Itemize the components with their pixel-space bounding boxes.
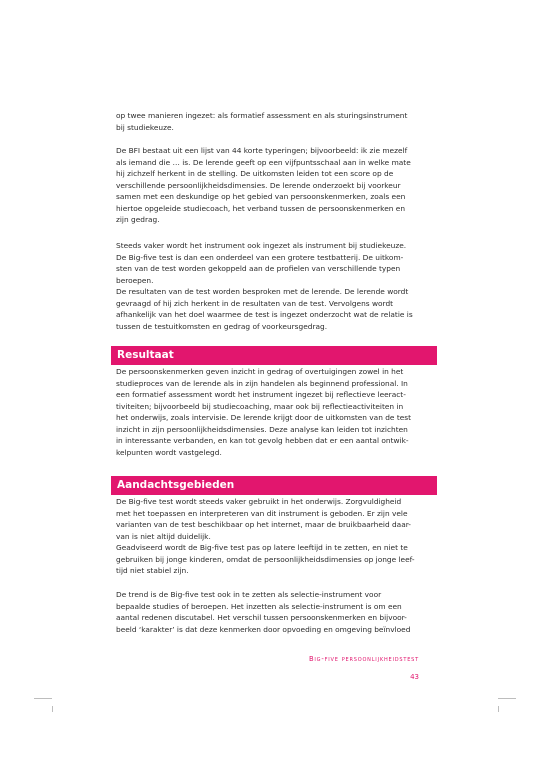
text-line: aantal redenen discutabel. Het verschil tussen persoonskenmerken en bijvoor- [116, 613, 407, 622]
text-line: gevraagd of hij zich herkent in de resultaten van de test. Vervolgens wordt [116, 298, 394, 308]
text-line: tussen de testuitkomsten en gedrag of voorkeursgedrag. [116, 321, 328, 331]
text-line: verschillende persoonlijkheidsdimensies. De lerende onderzoekt bij voorkeur [116, 180, 401, 190]
text-line: het onderwijs, zoals intervisie. De lerende krijgt door de uitkomsten van de test [116, 413, 412, 422]
text-line: De persoonskenmerken geven inzicht in gedrag of overtuigingen zowel in het [116, 367, 404, 376]
text-line: bij studiekeuze. [116, 122, 174, 132]
text-line: een formatief assessment wordt het instrument ingezet bij reflectieve leeract- [116, 390, 406, 399]
text-line: beeld ‘karakter’ is dat deze kenmerken door opvoeding en omgeving beïnvloed [116, 624, 411, 634]
text-line: hij zichzelf herkent in de stelling. De uitkomsten leiden tot een score op de [116, 169, 394, 178]
text-line: Geadviseerd wordt de Big-five test pas op latere leeftijd in te zetten, en niet te [116, 543, 408, 552]
text-line: De trend is de Big-five test ook in te zetten als selectie-instrument voor [116, 590, 382, 599]
heading-resultaat: Resultaat [111, 346, 437, 365]
running-footer-title: Big-five persoonlijkheidstest [308, 655, 419, 663]
text-line: bepaalde studies of beroepen. Het inzetten als selectie-instrument is om een [116, 601, 402, 611]
text-line: De Big-five test is dan een onderdeel van een grotere testbatterij. De uitkom- [116, 252, 404, 262]
text-line: inzicht in zijn persoonlijkheidsdimensies. Deze analyse kan leiden tot inzichten [116, 424, 408, 434]
text-line: op twee manieren ingezet: als formatief assessment en als sturingsinstrument [116, 111, 408, 120]
text-line: varianten van de test beschikbaar op het internet, maar de bruikbaarheid daar- [116, 520, 411, 529]
text-line: afhankelijk van het doel waarmee de test is ingezet onderzocht wat de relatie is [116, 310, 413, 319]
crop-mark [34, 698, 52, 699]
text-line: tijd niet stabiel zijn. [116, 566, 189, 575]
studiekeuze-paragraph [116, 240, 438, 332]
crop-mark [498, 698, 516, 699]
bfi-paragraph [116, 145, 438, 226]
text-line: Steeds vaker wordt het instrument ook ingezet als instrument bij studiekeuze. [116, 241, 407, 250]
text-line: hiertoe opgeleide studiecoach, het verband tussen de persoonskenmerken en [116, 203, 406, 213]
text-line: sten van de test worden gekoppeld aan de profielen van verschillende typen [116, 264, 401, 273]
resultaat-paragraph [116, 366, 438, 458]
text-line: De BFI bestaat uit een lijst van 44 korte typeringen; bijvoorbeeld: ik zie mezelf [116, 146, 408, 155]
text-line: kelpunten wordt vastgelegd. [116, 447, 222, 457]
intro-paragraph [116, 110, 438, 133]
text-line: als iemand die … is. De lerende geeft op een vijfpuntsschaal aan in welke mate [116, 157, 411, 167]
text-line: De resultaten van de test worden besproken met de lerende. De lerende wordt [116, 287, 409, 296]
text-line: zijn gedrag. [116, 215, 160, 224]
trend-paragraph [116, 589, 438, 635]
text-line: gebruiken bij jonge kinderen, omdat de persoonlijkheidsdimensies op jonge leef- [116, 554, 415, 564]
text-line: De Big-five test wordt steeds vaker gebruikt in het onderwijs. Zorgvuldigheid [116, 497, 402, 506]
text-line: studieproces van de lerende als in zijn handelen als beginnend professional. In [116, 378, 408, 388]
text-line: samen met een deskundige op het gebied van persoonskenmerken, zoals een [116, 192, 406, 201]
text-line: tiviteiten; bijvoorbeeld bij studiecoaching, maar ook bij reflectieactiviteiten in [116, 401, 404, 411]
page-number: 43 [410, 673, 419, 681]
text-line: beroepen. [116, 275, 154, 285]
text-line: in interessante verbanden, en kan tot gevolg hebben dat er een aantal ontwik- [116, 436, 409, 445]
text-line: met het toepassen en interpreteren van dit instrument is geboden. Er zijn vele [116, 508, 408, 518]
crop-mark [52, 706, 53, 712]
text-line: van is niet altijd duidelijk. [116, 531, 211, 541]
heading-aandachtsgebieden: Aandachtsgebieden [111, 476, 437, 495]
crop-mark [498, 706, 499, 712]
aandachtsgebieden-paragraph [116, 496, 438, 577]
